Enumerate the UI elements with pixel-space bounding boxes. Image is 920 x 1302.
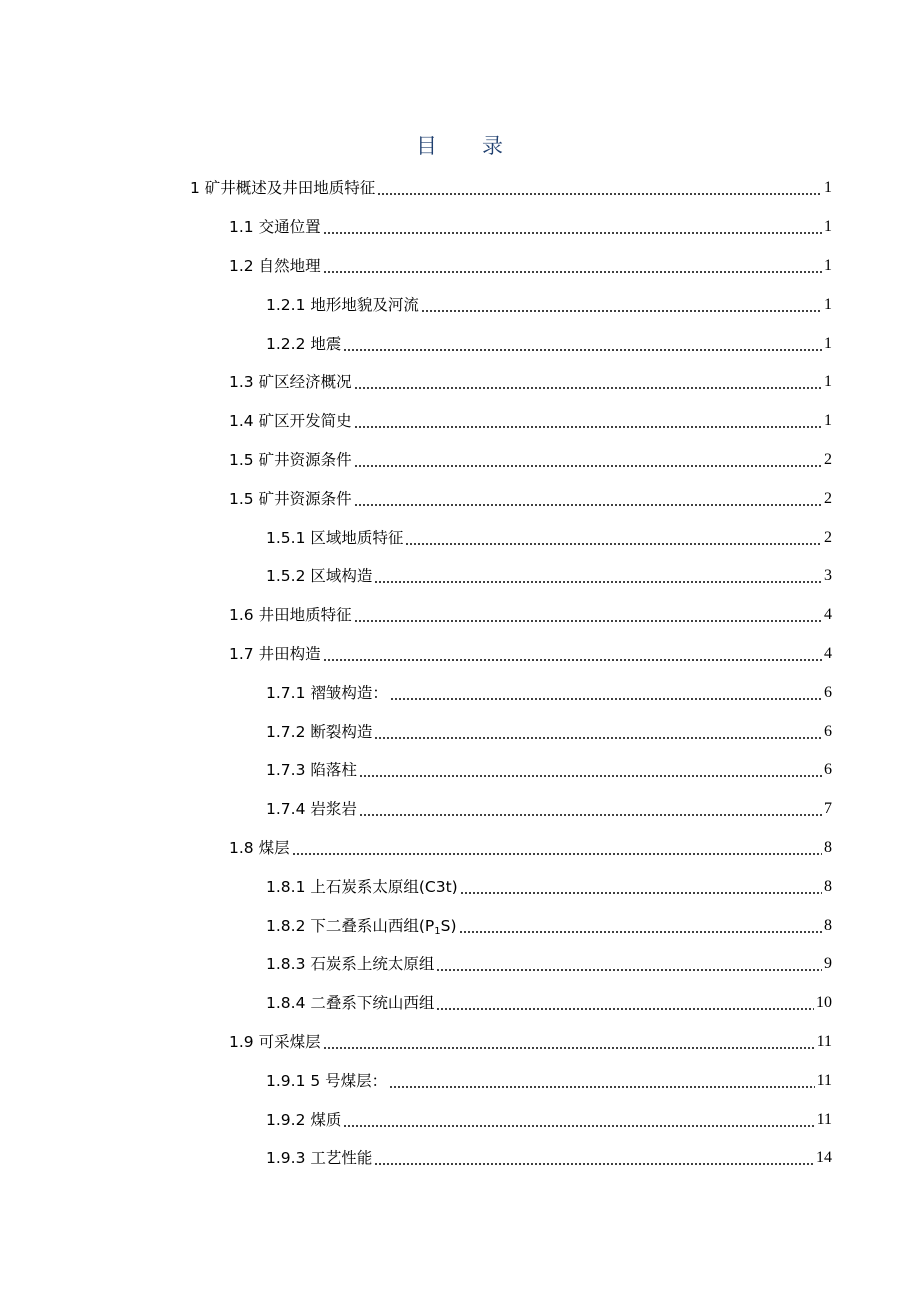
toc-dot-leader xyxy=(389,1086,814,1088)
toc-dot-leader xyxy=(390,698,822,700)
toc-entry-title xyxy=(266,1110,341,1130)
toc-entry[interactable] xyxy=(0,363,920,402)
toc-entry[interactable] xyxy=(0,1139,920,1178)
toc-dot-leader xyxy=(421,310,822,312)
toc-dot-leader xyxy=(359,814,822,816)
toc-dot-leader xyxy=(436,1008,814,1010)
toc-dot-leader xyxy=(354,387,822,389)
toc-dot-leader xyxy=(323,271,822,273)
toc-entry-title-text: 1.5.1 区域地质特征 xyxy=(266,528,404,547)
toc-entry-title-text: 1.1 交通位置 xyxy=(229,218,321,237)
toc-entry-title xyxy=(229,372,352,392)
toc-page-number: 1 xyxy=(824,334,832,352)
toc-entry[interactable] xyxy=(0,479,920,518)
toc-entry[interactable] xyxy=(0,751,920,790)
toc-entry[interactable] xyxy=(0,1100,920,1139)
toc-page-number: 10 xyxy=(816,994,832,1012)
toc-entry-title-subscript: 1 xyxy=(434,925,441,937)
toc-page-number: 1 xyxy=(824,218,832,236)
toc-dot-leader xyxy=(459,931,822,933)
toc-page-number: 7 xyxy=(824,800,832,818)
toc-entry-title xyxy=(266,993,434,1013)
toc-entry[interactable] xyxy=(0,324,920,363)
toc-entry-title xyxy=(266,799,357,819)
toc-page-number: 2 xyxy=(824,489,832,507)
toc-dot-leader xyxy=(377,193,822,195)
toc-entry[interactable] xyxy=(0,596,920,635)
toc-entry-title-text: 1 矿井概述及井田地质特征 xyxy=(190,179,376,198)
toc-entry-title-text: 1.5 矿井资源条件 xyxy=(229,489,352,508)
toc-page-number: 11 xyxy=(816,1071,832,1089)
toc-page-number: 4 xyxy=(824,644,832,662)
toc-page-number: 8 xyxy=(824,877,832,895)
toc-entry[interactable] xyxy=(0,557,920,596)
toc-entry-title-text: 1.2 自然地理 xyxy=(229,256,321,275)
toc-entry-title xyxy=(266,334,341,354)
toc-entry-title xyxy=(266,566,372,586)
toc-title: 目 录 xyxy=(416,134,504,158)
toc-entry-title xyxy=(266,760,357,780)
toc-page-number: 14 xyxy=(816,1149,832,1167)
toc-entry-title-text: 1.3 矿区经济概况 xyxy=(229,373,352,392)
toc-dot-leader xyxy=(374,1163,814,1165)
toc-entry-title xyxy=(266,722,372,742)
toc-dot-leader xyxy=(460,892,822,894)
toc-dot-leader xyxy=(343,1125,814,1127)
toc-entry-title xyxy=(229,450,352,470)
toc-dot-leader xyxy=(436,969,822,971)
toc-entry[interactable] xyxy=(0,867,920,906)
toc-entry-title-tail: S) xyxy=(440,916,457,935)
toc-page-number: 8 xyxy=(824,916,832,934)
toc-dot-leader xyxy=(292,853,822,855)
toc-page-number: 9 xyxy=(824,955,832,973)
toc-entry-title xyxy=(266,295,419,315)
toc-entry-title xyxy=(266,683,388,703)
toc-entry[interactable] xyxy=(0,285,920,324)
toc-entry-title xyxy=(190,178,375,198)
toc-page-number: 6 xyxy=(824,683,832,701)
toc-entry-title-text: 1.2.2 地震 xyxy=(266,334,342,353)
toc-list xyxy=(0,169,920,1178)
toc-entry[interactable] xyxy=(0,1061,920,1100)
toc-page-number: 1 xyxy=(824,373,832,391)
toc-entry-title xyxy=(266,954,434,974)
toc-entry[interactable] xyxy=(0,635,920,674)
toc-entry-title-text: 1.2.1 地形地貌及河流 xyxy=(266,295,419,314)
toc-entry-title xyxy=(229,489,352,509)
toc-page-number: 2 xyxy=(824,528,832,546)
toc-dot-leader xyxy=(359,775,822,777)
toc-entry-title xyxy=(229,644,321,664)
toc-entry[interactable] xyxy=(0,247,920,286)
toc-dot-leader xyxy=(374,581,822,583)
toc-entry-title xyxy=(229,411,352,431)
toc-entry-title-text: 1.9.1 5 号煤层： xyxy=(266,1071,388,1090)
toc-dot-leader xyxy=(354,620,822,622)
toc-dot-leader xyxy=(323,232,822,234)
toc-entry[interactable] xyxy=(0,829,920,868)
toc-entry-title-text: 1.9.2 煤质 xyxy=(266,1110,342,1129)
toc-entry-title-text: 1.5 矿井资源条件 xyxy=(229,450,352,469)
toc-dot-leader xyxy=(343,349,822,351)
toc-page-number: 11 xyxy=(816,1032,832,1050)
toc-page-number: 1 xyxy=(824,179,832,197)
toc-entry-title-text: 1.8 煤层 xyxy=(229,838,290,857)
toc-entry[interactable] xyxy=(0,790,920,829)
toc-dot-leader xyxy=(323,1047,815,1049)
toc-entry-title xyxy=(229,838,290,858)
toc-entry-title xyxy=(266,1148,372,1168)
toc-entry[interactable] xyxy=(0,169,920,208)
toc-page-number: 1 xyxy=(824,412,832,430)
toc-entry[interactable] xyxy=(0,945,920,984)
toc-entry[interactable] xyxy=(0,402,920,441)
toc-entry[interactable] xyxy=(0,984,920,1023)
toc-entry-title-text: 1.7 井田构造 xyxy=(229,644,321,663)
toc-entry-title-text: 1.6 井田地质特征 xyxy=(229,606,352,625)
toc-entry[interactable] xyxy=(0,712,920,751)
toc-page-number: 11 xyxy=(816,1110,832,1128)
toc-entry-title-text: 1.7.3 陷落柱 xyxy=(266,761,357,780)
toc-entry-title-text: 1.8.3 石炭系上统太原组 xyxy=(266,955,435,974)
toc-dot-leader xyxy=(354,465,822,467)
toc-dot-leader xyxy=(354,504,822,506)
toc-entry[interactable] xyxy=(0,906,920,945)
toc-entry-title-text: 1.8.2 下二叠系山西组(P xyxy=(266,916,435,935)
toc-entry[interactable] xyxy=(0,208,920,247)
toc-dot-leader xyxy=(354,426,822,428)
toc-dot-leader xyxy=(405,543,822,545)
toc-entry-title xyxy=(266,1071,387,1091)
toc-entry-title xyxy=(229,1032,321,1052)
toc-page-number: 8 xyxy=(824,838,832,856)
toc-page-number: 6 xyxy=(824,761,832,779)
toc-entry-title xyxy=(229,217,321,237)
toc-entry[interactable] xyxy=(0,1023,920,1062)
toc-entry[interactable] xyxy=(0,441,920,480)
toc-page-number: 1 xyxy=(824,295,832,313)
toc-entry-title-text: 1.8.4 二叠系下统山西组 xyxy=(266,994,435,1013)
toc-page-number: 3 xyxy=(824,567,832,585)
toc-entry-title-text: 1.9.3 工艺性能 xyxy=(266,1149,373,1168)
toc-entry-title xyxy=(229,256,321,276)
toc-dot-leader xyxy=(374,737,822,739)
toc-entry-title xyxy=(266,916,457,936)
toc-page-number: 6 xyxy=(824,722,832,740)
toc-page-number: 2 xyxy=(824,450,832,468)
toc-entry-title-text: 1.4 矿区开发简史 xyxy=(229,412,352,431)
toc-entry-title-text: 1.8.1 上石炭系太原组(C3t) xyxy=(266,877,458,896)
toc-entry-title xyxy=(266,528,403,548)
toc-entry-title-text: 1.5.2 区域构造 xyxy=(266,567,373,586)
toc-entry-title-text: 1.9 可采煤层 xyxy=(229,1032,321,1051)
toc-page-number: 1 xyxy=(824,256,832,274)
toc-entry[interactable] xyxy=(0,518,920,557)
toc-entry-title-text: 1.7.2 断裂构造 xyxy=(266,722,373,741)
toc-dot-leader xyxy=(323,659,822,661)
toc-entry[interactable] xyxy=(0,673,920,712)
toc-entry-title-text: 1.7.1 褶皱构造： xyxy=(266,683,388,702)
toc-entry-title xyxy=(266,877,458,897)
toc-entry-title-text: 1.7.4 岩浆岩 xyxy=(266,800,357,819)
toc-entry-title xyxy=(229,605,352,625)
toc-page-number: 4 xyxy=(824,606,832,624)
